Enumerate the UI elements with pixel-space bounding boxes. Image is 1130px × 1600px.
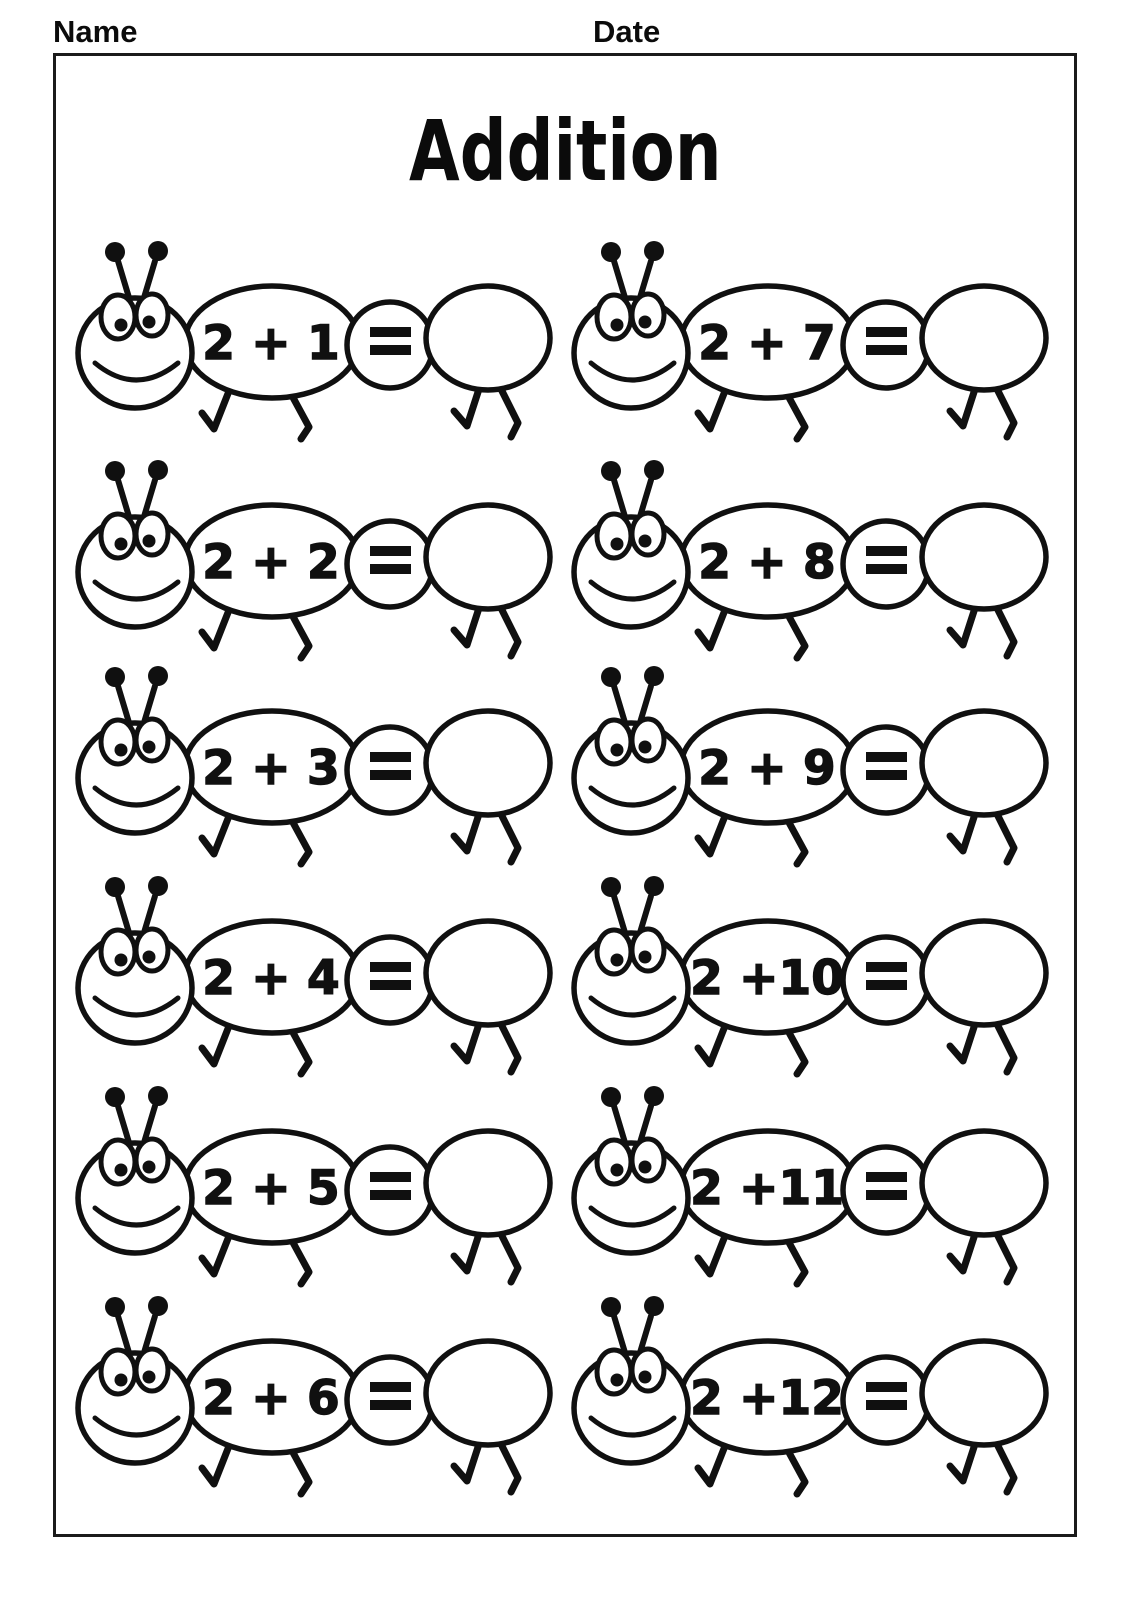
eye-right bbox=[632, 719, 664, 761]
eye-left bbox=[597, 1140, 631, 1184]
bug-leg-front-left bbox=[698, 816, 725, 854]
eye-left bbox=[597, 514, 631, 558]
pupil-right bbox=[143, 535, 156, 548]
bug-problem-2+7 bbox=[562, 235, 1054, 457]
answer-blank[interactable] bbox=[922, 1131, 1046, 1235]
equals-bar-top bbox=[370, 752, 411, 762]
bug-leg-back-left bbox=[454, 1444, 479, 1481]
equals-bar-top bbox=[866, 327, 907, 337]
answer-blank[interactable] bbox=[922, 286, 1046, 390]
bug-leg-back-right bbox=[500, 1022, 518, 1072]
bug-leg-back-right bbox=[996, 1022, 1014, 1072]
equals-bar-bottom bbox=[866, 345, 907, 355]
bug-leg-back-right bbox=[500, 812, 518, 862]
problem-expression: 2 +12 bbox=[690, 1371, 844, 1426]
bug-antennae bbox=[105, 241, 168, 301]
bug-leg-front-left bbox=[202, 1236, 229, 1274]
bug-antennae bbox=[105, 1296, 168, 1356]
bug-antennae bbox=[601, 241, 664, 301]
equals-bar-bottom bbox=[866, 1400, 907, 1410]
bug-leg-front-left bbox=[202, 610, 229, 648]
bug-drawing bbox=[562, 660, 1054, 882]
eye-right bbox=[136, 929, 168, 971]
antenna-tip-right bbox=[644, 241, 664, 261]
pupil-left bbox=[115, 319, 128, 332]
bug-antennae bbox=[601, 876, 664, 936]
antenna-tip-left bbox=[601, 242, 621, 262]
bug-drawing bbox=[66, 1290, 558, 1512]
answer-blank[interactable] bbox=[922, 711, 1046, 815]
equals-bar-top bbox=[866, 962, 907, 972]
bug-antennae bbox=[105, 876, 168, 936]
problem-expression: 2 + 1 bbox=[202, 316, 340, 371]
pupil-right bbox=[143, 316, 156, 329]
bug-leg-back-left bbox=[454, 1234, 479, 1271]
pupil-right bbox=[639, 741, 652, 754]
eye-left bbox=[101, 1140, 135, 1184]
answer-blank[interactable] bbox=[426, 711, 550, 815]
bug-leg-back-left bbox=[454, 814, 479, 851]
answer-blank[interactable] bbox=[426, 1131, 550, 1235]
bug-problem-2+6 bbox=[66, 1290, 558, 1512]
eye-right bbox=[632, 294, 664, 336]
antenna-tip-right bbox=[148, 1296, 168, 1316]
answer-blank[interactable] bbox=[426, 286, 550, 390]
name-label: Name bbox=[53, 14, 138, 49]
eye-left bbox=[597, 720, 631, 764]
bug-antennae bbox=[105, 1086, 168, 1146]
bug-leg-back-left bbox=[950, 608, 975, 645]
equals-bar-bottom bbox=[370, 1190, 411, 1200]
bug-leg-back-left bbox=[950, 389, 975, 426]
eye-left bbox=[101, 720, 135, 764]
pupil-right bbox=[639, 316, 652, 329]
bug-leg-back-right bbox=[500, 387, 518, 437]
antenna-tip-left bbox=[601, 1297, 621, 1317]
equals-bar-bottom bbox=[370, 980, 411, 990]
bug-leg-back-left bbox=[454, 1024, 479, 1061]
antenna-tip-left bbox=[105, 877, 125, 897]
bug-problem-2+3 bbox=[66, 660, 558, 882]
answer-blank[interactable] bbox=[922, 1341, 1046, 1445]
bug-leg-front-left bbox=[202, 1026, 229, 1064]
antenna-tip-left bbox=[601, 667, 621, 687]
bug-leg-front-left bbox=[202, 391, 229, 429]
bug-antennae bbox=[601, 460, 664, 520]
eye-left bbox=[597, 295, 631, 339]
bug-drawing bbox=[66, 454, 558, 676]
bug-leg-back-right bbox=[500, 1232, 518, 1282]
bug-leg-front-left bbox=[698, 1236, 725, 1274]
answer-blank[interactable] bbox=[922, 921, 1046, 1025]
pupil-left bbox=[115, 744, 128, 757]
bug-leg-front-left bbox=[202, 1446, 229, 1484]
problem-expression: 2 + 3 bbox=[202, 741, 340, 796]
bug-problem-2+5 bbox=[66, 1080, 558, 1302]
bug-problem-2+1 bbox=[66, 235, 558, 457]
date-label: Date bbox=[593, 14, 661, 49]
bug-leg-front-left bbox=[698, 1026, 725, 1064]
antenna-tip-left bbox=[105, 461, 125, 481]
problem-expression: 2 + 6 bbox=[202, 1371, 340, 1426]
pupil-right bbox=[143, 951, 156, 964]
bug-drawing bbox=[562, 1080, 1054, 1302]
equals-bar-bottom bbox=[370, 770, 411, 780]
antenna-tip-left bbox=[105, 242, 125, 262]
bug-leg-front-left bbox=[698, 391, 725, 429]
bug-drawing bbox=[66, 870, 558, 1092]
pupil-right bbox=[639, 951, 652, 964]
equals-bar-top bbox=[370, 546, 411, 556]
eye-right bbox=[632, 929, 664, 971]
antenna-tip-right bbox=[148, 666, 168, 686]
eye-left bbox=[101, 930, 135, 974]
antenna-tip-left bbox=[105, 667, 125, 687]
antenna-tip-left bbox=[601, 877, 621, 897]
eye-left bbox=[101, 1350, 135, 1394]
problem-expression: 2 + 9 bbox=[698, 741, 836, 796]
bug-problem-2+2 bbox=[66, 454, 558, 676]
problem-expression: 2 + 2 bbox=[202, 535, 340, 590]
worksheet-border bbox=[53, 53, 1077, 1537]
eye-right bbox=[136, 1139, 168, 1181]
antenna-tip-right bbox=[148, 460, 168, 480]
bug-drawing bbox=[66, 235, 558, 457]
eye-right bbox=[632, 1349, 664, 1391]
equals-bar-bottom bbox=[866, 564, 907, 574]
equals-bar-top bbox=[370, 962, 411, 972]
problem-expression: 2 + 7 bbox=[698, 316, 836, 371]
antenna-tip-right bbox=[644, 460, 664, 480]
pupil-right bbox=[639, 535, 652, 548]
answer-blank[interactable] bbox=[922, 505, 1046, 609]
bug-leg-back-left bbox=[950, 1024, 975, 1061]
bug-leg-back-left bbox=[950, 814, 975, 851]
bug-drawing bbox=[66, 1080, 558, 1302]
equals-bar-bottom bbox=[370, 564, 411, 574]
equals-bar-top bbox=[370, 1382, 411, 1392]
antenna-tip-right bbox=[148, 876, 168, 896]
antenna-tip-left bbox=[105, 1087, 125, 1107]
bug-antennae bbox=[105, 666, 168, 726]
antenna-tip-right bbox=[148, 1086, 168, 1106]
problems-grid bbox=[56, 56, 1074, 1534]
antenna-tip-left bbox=[601, 461, 621, 481]
bug-drawing bbox=[562, 235, 1054, 457]
equals-bar-top bbox=[370, 327, 411, 337]
bug-leg-back-right bbox=[996, 606, 1014, 656]
bug-drawing bbox=[562, 454, 1054, 676]
bug-antennae bbox=[601, 666, 664, 726]
pupil-left bbox=[611, 319, 624, 332]
problem-expression: 2 +10 bbox=[690, 951, 844, 1006]
antenna-tip-right bbox=[148, 241, 168, 261]
pupil-left bbox=[115, 1374, 128, 1387]
pupil-right bbox=[639, 1161, 652, 1174]
bug-leg-front-left bbox=[698, 1446, 725, 1484]
bug-leg-back-left bbox=[454, 608, 479, 645]
bug-leg-front-left bbox=[202, 816, 229, 854]
bug-problem-2+12 bbox=[562, 1290, 1054, 1512]
answer-blank[interactable] bbox=[426, 921, 550, 1025]
bug-problem-2+9 bbox=[562, 660, 1054, 882]
equals-bar-bottom bbox=[370, 345, 411, 355]
answer-blank[interactable] bbox=[426, 505, 550, 609]
equals-bar-bottom bbox=[866, 770, 907, 780]
antenna-tip-right bbox=[644, 1086, 664, 1106]
eye-left bbox=[597, 1350, 631, 1394]
equals-bar-bottom bbox=[866, 1190, 907, 1200]
antenna-tip-right bbox=[644, 876, 664, 896]
answer-blank[interactable] bbox=[426, 1341, 550, 1445]
eye-right bbox=[632, 1139, 664, 1181]
antenna-tip-right bbox=[644, 1296, 664, 1316]
eye-right bbox=[136, 719, 168, 761]
bug-leg-front-left bbox=[698, 610, 725, 648]
bug-leg-back-right bbox=[996, 1442, 1014, 1492]
problem-expression: 2 +11 bbox=[690, 1161, 844, 1216]
eye-right bbox=[136, 294, 168, 336]
bug-antennae bbox=[601, 1296, 664, 1356]
bug-leg-back-left bbox=[950, 1444, 975, 1481]
bug-drawing bbox=[562, 870, 1054, 1092]
bug-leg-back-right bbox=[996, 387, 1014, 437]
problem-expression: 2 + 5 bbox=[202, 1161, 340, 1216]
bug-drawing bbox=[66, 660, 558, 882]
bug-leg-back-right bbox=[500, 1442, 518, 1492]
bug-leg-back-right bbox=[996, 1232, 1014, 1282]
bug-leg-back-right bbox=[500, 606, 518, 656]
equals-bar-bottom bbox=[866, 980, 907, 990]
bug-problem-2+10 bbox=[562, 870, 1054, 1092]
eye-right bbox=[136, 513, 168, 555]
pupil-right bbox=[639, 1371, 652, 1384]
pupil-left bbox=[611, 1374, 624, 1387]
pupil-right bbox=[143, 1371, 156, 1384]
eye-left bbox=[101, 514, 135, 558]
bug-drawing bbox=[562, 1290, 1054, 1512]
pupil-left bbox=[611, 954, 624, 967]
worksheet-title-text: Addition bbox=[408, 102, 722, 200]
bug-problem-2+4 bbox=[66, 870, 558, 1092]
antenna-tip-left bbox=[105, 1297, 125, 1317]
bug-leg-back-left bbox=[454, 389, 479, 426]
pupil-left bbox=[115, 954, 128, 967]
bug-leg-back-left bbox=[950, 1234, 975, 1271]
bug-antennae bbox=[601, 1086, 664, 1146]
pupil-right bbox=[143, 741, 156, 754]
pupil-left bbox=[611, 1164, 624, 1177]
equals-bar-top bbox=[866, 1382, 907, 1392]
bug-antennae bbox=[105, 460, 168, 520]
bug-problem-2+8 bbox=[562, 454, 1054, 676]
problem-expression: 2 + 4 bbox=[202, 951, 340, 1006]
pupil-left bbox=[611, 744, 624, 757]
pupil-left bbox=[115, 538, 128, 551]
bug-leg-back-right bbox=[996, 812, 1014, 862]
equals-bar-top bbox=[866, 546, 907, 556]
bug-problem-2+11 bbox=[562, 1080, 1054, 1302]
eye-left bbox=[597, 930, 631, 974]
problem-expression: 2 + 8 bbox=[698, 535, 836, 590]
equals-bar-top bbox=[866, 1172, 907, 1182]
pupil-left bbox=[611, 538, 624, 551]
equals-bar-top bbox=[370, 1172, 411, 1182]
antenna-tip-right bbox=[644, 666, 664, 686]
pupil-right bbox=[143, 1161, 156, 1174]
equals-bar-top bbox=[866, 752, 907, 762]
eye-right bbox=[632, 513, 664, 555]
eye-left bbox=[101, 295, 135, 339]
pupil-left bbox=[115, 1164, 128, 1177]
antenna-tip-left bbox=[601, 1087, 621, 1107]
eye-right bbox=[136, 1349, 168, 1391]
equals-bar-bottom bbox=[370, 1400, 411, 1410]
